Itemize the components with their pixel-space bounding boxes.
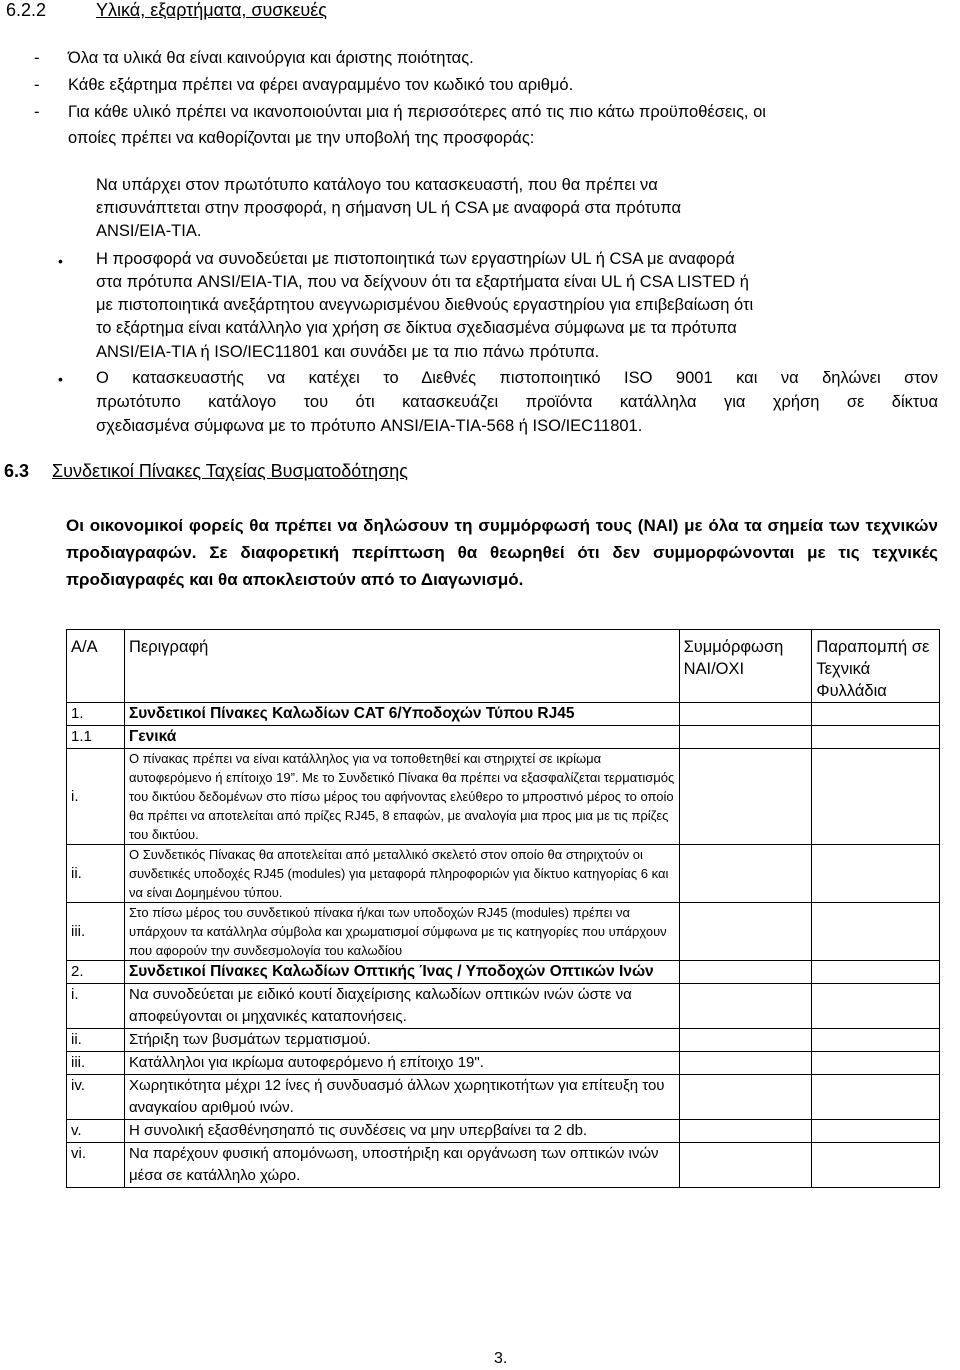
condition-line: ANSI/EIA-TIA ή ISO/IEC11801 και συνάδει με τα πιο πάνω πρότυπα. [96,343,600,361]
row-description: Να παρέχουν φυσική απομόνωση, υποστήριξη και οργάνωση των οπτικών ινών μέσα σε κατάλληλο χώρο. [124,1143,679,1188]
row-number: v. [67,1120,125,1143]
compliance-cell[interactable] [679,1143,812,1188]
row-description: Κατάλληλοι για ικρίωμα αυτοφερόμενο ή επίτοιχο 19". [124,1052,679,1075]
condition-line: με πιστοποιητικά ανεξάρτητου ανεγνωρισμένου διεθνούς εργαστηρίου για επιβεβαίωση ότι [96,296,754,314]
table-row [67,749,940,845]
row-number: iii. [67,1052,125,1075]
row-number: iii. [67,903,125,961]
reference-cell[interactable] [812,749,940,845]
bullet-icon: • [58,253,63,269]
compliance-cell[interactable] [679,1052,812,1075]
reference-cell[interactable] [812,984,940,1029]
reference-cell[interactable] [812,1120,940,1143]
row-description: Γενικά [124,726,679,749]
condition-line: το εξάρτημα είναι κατάλληλο για χρήση σε δίκτυα σχεδιασμένα σύμφωνα με τα πρότυπα [96,319,737,337]
section-number: 6.3 [4,461,30,481]
compliance-cell[interactable] [679,961,812,984]
row-number: vi. [67,1143,125,1188]
dash-marker: - [34,49,40,67]
compliance-cell[interactable] [679,1029,812,1052]
reference-cell[interactable] [812,1143,940,1188]
row-number: ii. [67,845,125,903]
compliance-notice: Οι οικονομικοί φορείς θα πρέπει να δηλώσουν τη συμμόρφωσή τους (ΝΑΙ) με όλα τα σημεία των τεχνικών προδιαγραφών. Σε διαφορετική περίπτωση θα θεωρηθεί ότι δεν συμμορφώνονται με τις τεχνικές προδιαγραφές και θα αποκλειστούν από το Διαγωνισμό. [66,516,938,589]
table-row [67,703,940,726]
table-row [67,1075,940,1120]
compliance-cell[interactable] [679,984,812,1029]
reference-cell[interactable] [812,1075,940,1120]
reference-cell[interactable] [812,1052,940,1075]
compliance-cell[interactable] [679,726,812,749]
table-row [67,1120,940,1143]
section-title: Υλικά, εξαρτήματα, συσκευές [96,0,327,20]
reference-cell[interactable] [812,726,940,749]
reference-cell[interactable] [812,845,940,903]
row-description: Ο πίνακας πρέπει να είναι κατάλληλος για να τοποθετηθεί και στηριχτεί σε ικρίωμα αυτοφερόμενο ή επίτοιχο 19”. Με το Συνδετικό Πίνακα θα πρέπει να εξασφαλίζεται τερματισμός του δικτύου δεδομένων στο πίσω μέρος του αφήνοντας ελεύθερο το μπροστινό μέρος το οποίο θα πρέπει να αποτελείται από πρίζες RJ45, 8 επαφών, με αναλογία μια προς μια με τις πρίζες του δικτύου. [124,749,679,845]
table-row [67,845,940,903]
table-row [67,984,940,1029]
compliance-cell[interactable] [679,749,812,845]
table-row [67,1029,940,1052]
compliance-cell[interactable] [679,703,812,726]
condition-line: Να υπάρχει στον πρωτότυπο κατάλογο του κατασκευαστή, που θα πρέπει να [96,176,658,194]
row-number: 1.1 [67,726,125,749]
condition-line: Ο κατασκευαστής να κατέχει το Διεθνές πιστοποιητικό ISO 9001 και να δηλώνει στον [96,369,938,387]
row-description: Ο Συνδετικός Πίνακας θα αποτελείται από μεταλλικό σκελετό στον οποίο θα στηριχτούν οι συνδετικές υποδοχές RJ45 (modules) για μεταφορά πληροφοριών για δίκτυο κατηγορίας 6 και να είναι Δομημένου τύπου. [124,845,679,903]
dash-marker: - [34,76,40,94]
table-row [67,1052,940,1075]
row-description: Η συνολική εξασθένησηαπό τις συνδέσεις να μην υπερβαίνει τα 2 db. [124,1120,679,1143]
table-row [67,726,940,749]
header-description: Περιγραφή [124,630,679,703]
condition-line: πρωτότυπο κατάλογο του ότι κατασκευάζει προϊόντα κατάλληλα για χρήση σε δίκτυα [96,393,938,411]
condition-line: στα πρότυπα ANSI/EIA-TIA, που να δείχνουν ότι τα εξαρτήματα είναι UL ή CSA LISTED ή [96,273,749,291]
specification-table [66,629,940,1188]
row-description: Χωρητικότητα μέχρι 12 ίνες ή συνδυασμό άλλων χωρητικοτήτων για επίτευξη του αναγκαίου αριθμού ινών. [124,1075,679,1120]
row-number: i. [67,749,125,845]
reference-cell[interactable] [812,1029,940,1052]
section-number: 6.2.2 [6,0,47,20]
condition-line: ANSI/EIA-TIA. [96,222,202,240]
header-reference: Παραπομπή σε Τεχνικά Φυλλάδια [812,630,940,703]
condition-line: επισυνάπτεται στην προσφορά, η σήμανση UL ή CSA με αναφορά στα πρότυπα [96,199,682,217]
page-number: 3. [494,1350,508,1367]
row-number: 1. [67,703,125,726]
row-number: i. [67,984,125,1029]
row-description: Στήριξη των βυσμάτων τερματισμού. [124,1029,679,1052]
condition-line: σχεδιασμένα σύμφωνα με το πρότυπο ANSI/EIA-TIA-568 ή ISO/IEC11801. [96,417,643,435]
row-description: Συνδετικοί Πίνακες Καλωδίων CAT 6/Υποδοχών Τύπου RJ45 [124,703,679,726]
row-number: iv. [67,1075,125,1120]
row-number: 2. [67,961,125,984]
reference-cell[interactable] [812,961,940,984]
reference-cell[interactable] [812,703,940,726]
table-row [67,961,940,984]
compliance-cell[interactable] [679,1075,812,1120]
compliance-cell[interactable] [679,1120,812,1143]
compliance-cell[interactable] [679,845,812,903]
row-description: Συνδετικοί Πίνακες Καλωδίων Οπτικής Ίνας / Υποδοχών Οπτικών Ινών [124,961,679,984]
bullet-icon: • [58,371,63,387]
table-row [67,1143,940,1188]
table-header-row [67,630,940,703]
section-title: Συνδετικοί Πίνακες Ταχείας Βυσματοδότησης [52,461,408,481]
reference-cell[interactable] [812,903,940,961]
condition-line: Η προσφορά να συνοδεύεται με πιστοποιητικά των εργαστηρίων UL ή CSA με αναφορά [96,250,735,268]
row-number: ii. [67,1029,125,1052]
table-row [67,903,940,961]
dash-item-continuation: οποίες πρέπει να καθορίζονται με την υποβολή της προσφοράς: [68,129,535,147]
compliance-cell[interactable] [679,903,812,961]
dash-marker: - [34,103,40,121]
header-aa: Α/Α [67,630,125,703]
row-description: Στο πίσω μέρος του συνδετικού πίνακα ή/και των υποδοχών RJ45 (modules) πρέπει να υπάρχουν τα κατάλληλα σύμβολα και χρωματισμοί σύμφωνα με τις κατηγορίες που υπάρχουν που αφορούν την συνδεσμολογία του καλωδίου [124,903,679,961]
row-description: Να συνοδεύεται με ειδικό κουτί διαχείρισης καλωδίων οπτικών ινών ώστε να αποφεύγονται οι μηχανικές καταπονήσεις. [124,984,679,1029]
header-compliance: Συμμόρφωση ΝΑΙ/ΟΧΙ [679,630,812,703]
